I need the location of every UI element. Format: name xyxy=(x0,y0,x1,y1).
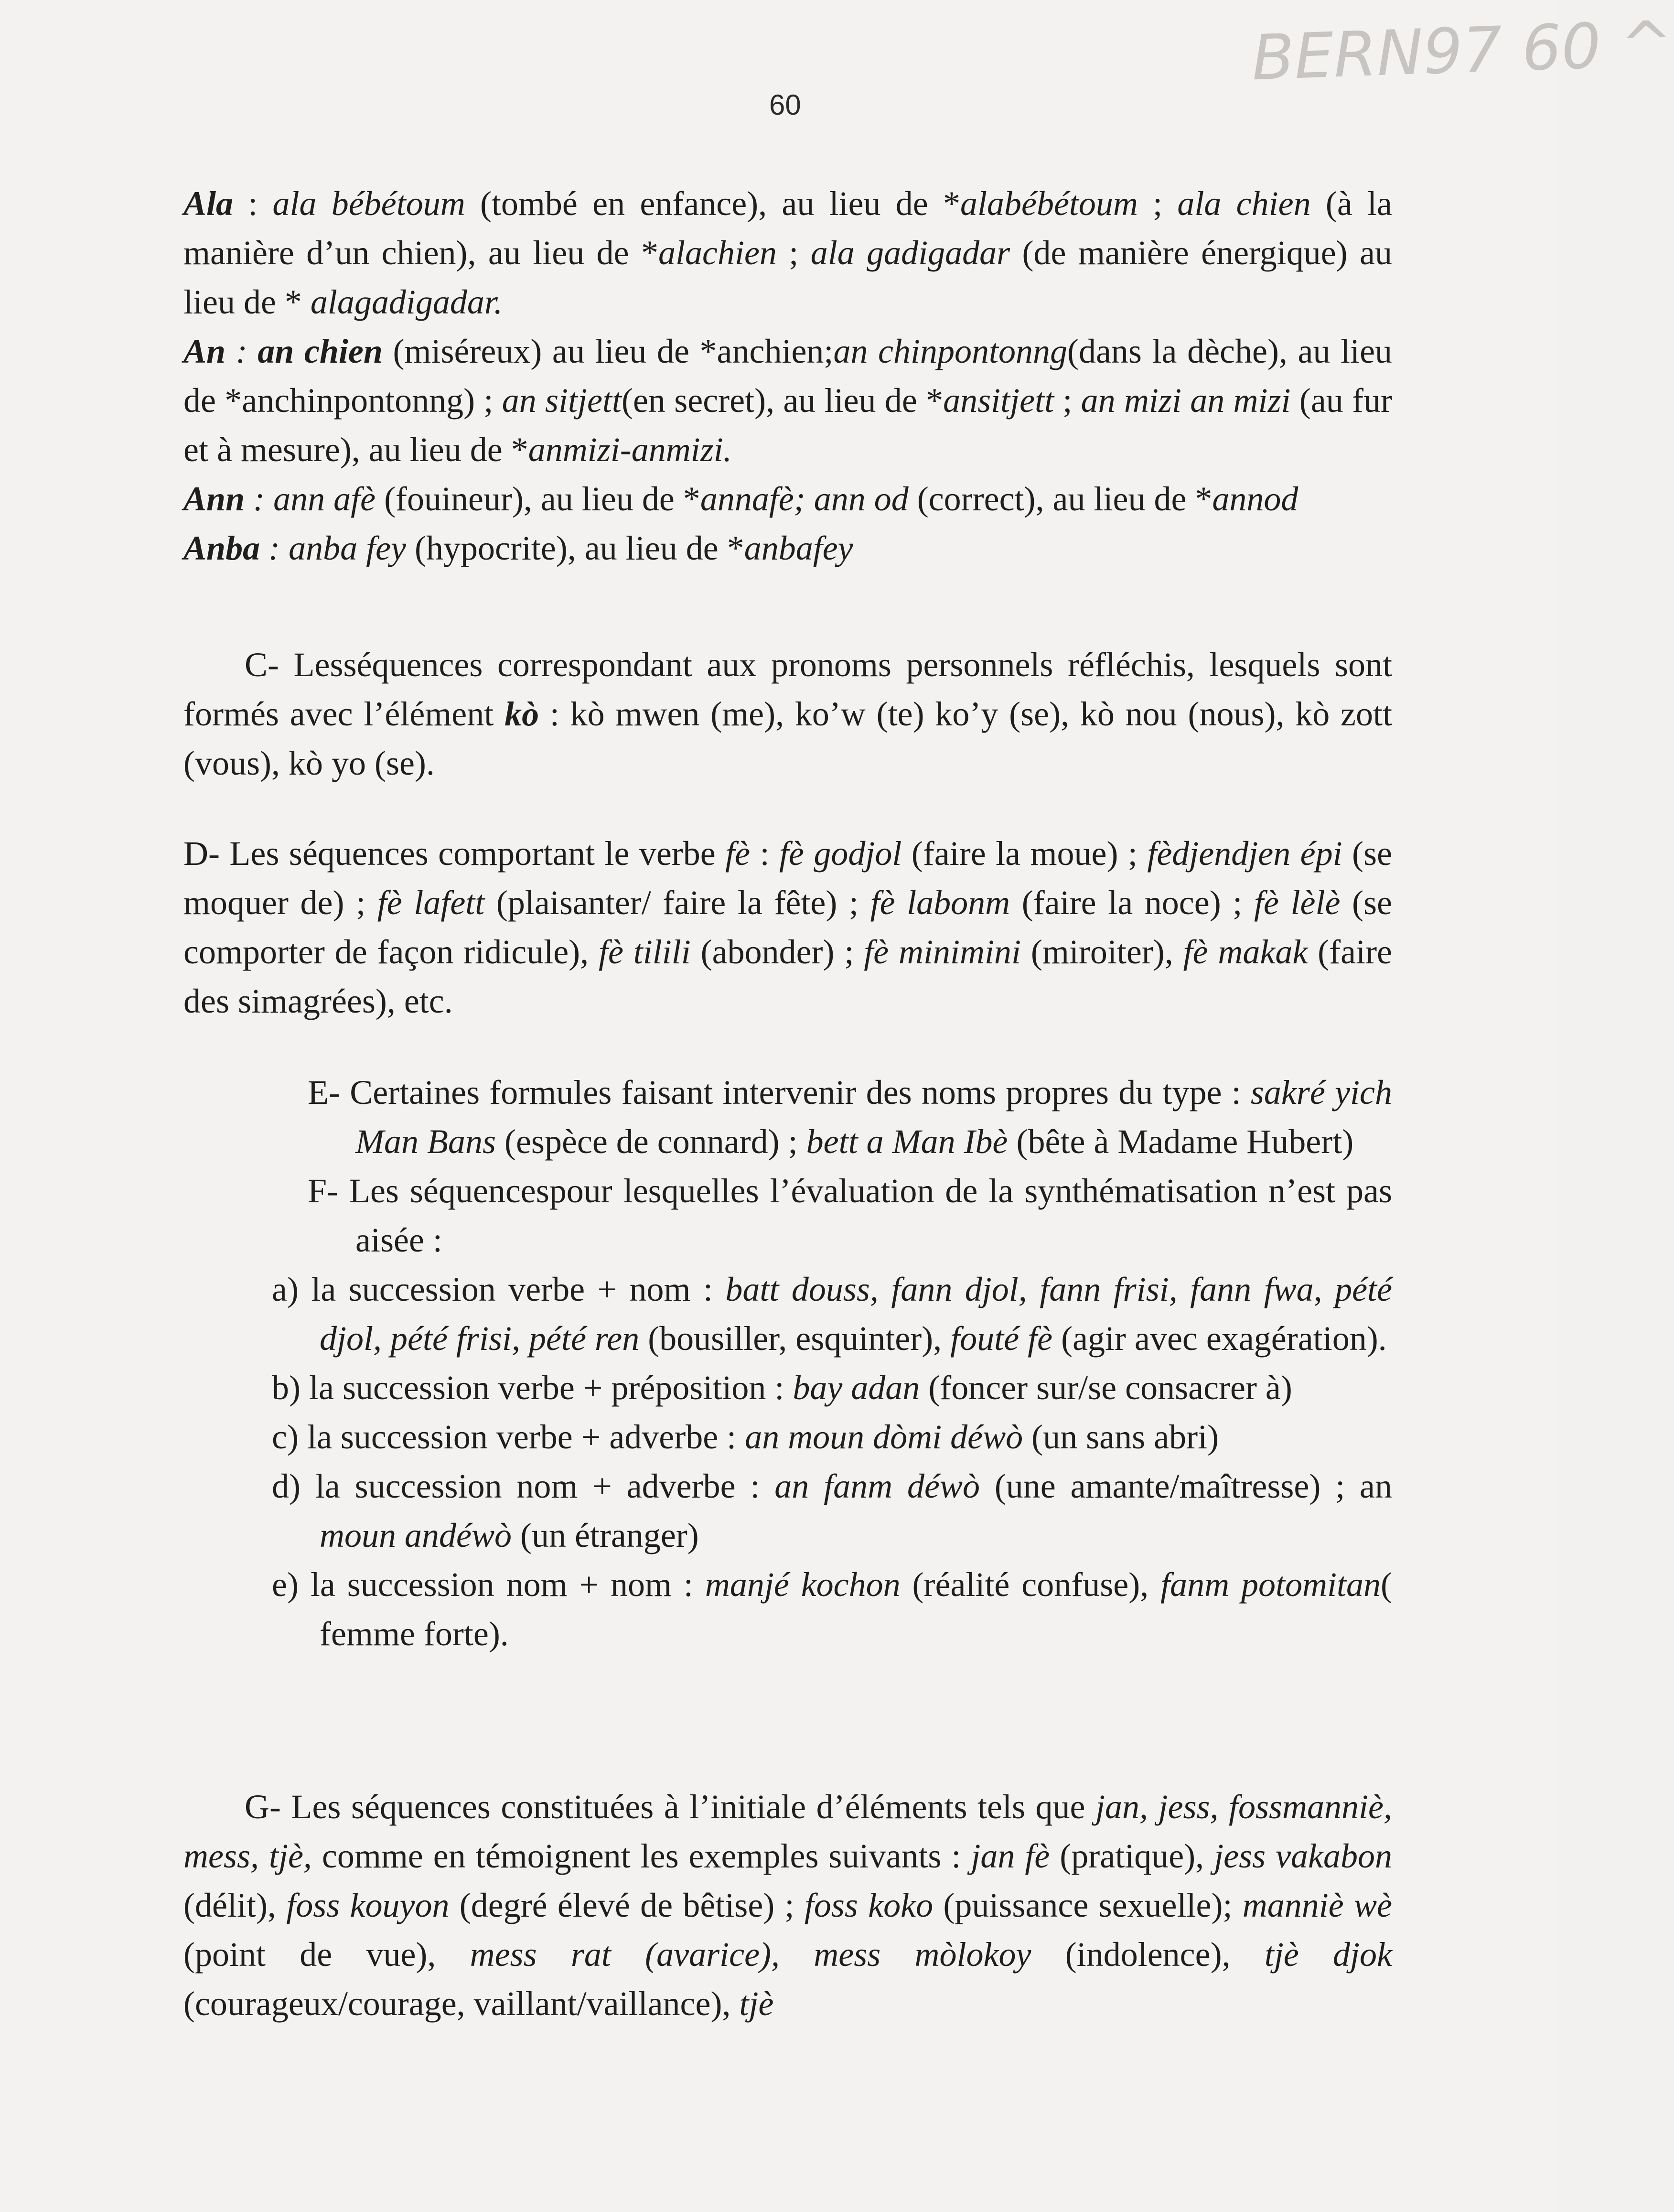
list-label: a) xyxy=(272,1270,299,1308)
entry-an: An : an chien (miséreux) au lieu de *anchien;an chinpontonng(dans la dèche), au lieu de *anchinpontonng) ; an sitjett(en secret), au lieu de *ansitjett ; an mizi an mizi (au fur et à mesure), au lieu de *anmizi-anmizi. xyxy=(183,332,1393,469)
section-label: E- xyxy=(308,1073,340,1111)
entries-section xyxy=(183,179,1392,573)
section-d xyxy=(183,829,1392,1026)
list-label: e) xyxy=(272,1565,299,1604)
entry-term: Anba xyxy=(183,529,260,567)
list-item-e: e) la succession nom + nom : manjé kochon (réalité confuse), fanm potomitan( femme forte). xyxy=(272,1565,1393,1653)
entry-anba: Anba : anba fey (hypocrite), au lieu de *anbafey xyxy=(183,529,853,567)
list-label: b) xyxy=(272,1369,300,1407)
paragraph-f: F- Les séquencespour lesquelles l’évaluation de la synthématisation n’est pas aisée : xyxy=(308,1172,1392,1259)
entry-term: Ala xyxy=(183,184,234,223)
section-e-f xyxy=(183,1068,1392,1659)
paragraph-c: C- Lesséquences correspondant aux pronoms personnels réfléchis, lesquels sont formés avec l’élément kò : kò mwen (me), ko’w (te) ko’y (se), kò nou (nous), kò zott (vous), kò yo (se). xyxy=(183,646,1393,782)
entry-ala: Ala : ala bébétoum (tombé en enfance), au lieu de *alabébétoum ; ala chien (à la manière d’un chien), au lieu de *alachien ; ala gadigadar (de manière énergique) au lieu de * alagadigadar. xyxy=(183,184,1392,321)
section-g xyxy=(183,1782,1392,2029)
entry-term: An xyxy=(183,332,226,370)
list-label: d) xyxy=(272,1467,300,1505)
section-label: D- xyxy=(183,834,220,873)
list-item-b: b) la succession verbe + préposition : bay adan (foncer sur/se consacrer à) xyxy=(272,1369,1292,1407)
paragraph-g: G- Les séquences constituées à l’initiale d’éléments tels que jan, jess, fossmanniè, mess, tjè, comme en témoignent les exemples suivants : jan fè (pratique), jess vakabon (délit), foss kouyon (degré élevé de bêtise) ; foss koko (puissance sexuelle); manniè wè (point de vue), mess rat (avarice), mess mòlokoy (indolence), tjè djok (courageux/courage, vaillant/vaillance), tjè xyxy=(183,1788,1392,2023)
list-item-c: c) la succession verbe + adverbe : an moun dòmi déwò (un sans abri) xyxy=(272,1418,1219,1456)
section-label: C- xyxy=(245,646,279,684)
entry-ann: Ann : ann afè (fouineur), au lieu de *annafè; ann od (correct), au lieu de *annod xyxy=(183,480,1298,518)
handwritten-archive-stamp: BERN97 60 ^ xyxy=(1250,7,1674,95)
section-c xyxy=(183,640,1392,788)
list-label: c) xyxy=(272,1418,299,1456)
entry-term: Ann xyxy=(183,480,245,518)
list-item-d: d) la succession nom + adverbe : an fanm déwò (une amante/maîtresse) ; an moun andéwò (un étranger) xyxy=(272,1467,1393,1554)
paragraph-e: E- Certaines formules faisant intervenir des noms propres du type : sakré yich Man Bans (espèce de connard) ; bett a Man Ibè (bête à Madame Hubert) xyxy=(308,1073,1392,1161)
paragraph-d: D- Les séquences comportant le verbe fè : fè godjol (faire la moue) ; fèdjendjen épi (se moquer de) ; fè lafett (plaisanter/ faire la fête) ; fè labonm (faire la noce) ; fè lèlè (se comporter de façon ridicule), fè tilili (abonder) ; fè minimini (miroiter), fè makak (faire des simagrées), etc. xyxy=(183,834,1393,1020)
section-label: F- xyxy=(308,1172,339,1210)
page-number: 60 xyxy=(769,89,801,121)
section-label: G- xyxy=(245,1788,281,1826)
list-item-a: a) la succession verbe + nom : batt douss, fann djol, fann frisi, fann fwa, pété djol, pété frisi, pété ren (bousiller, esquinter), fouté fè (agir avec exagération). xyxy=(272,1270,1393,1358)
